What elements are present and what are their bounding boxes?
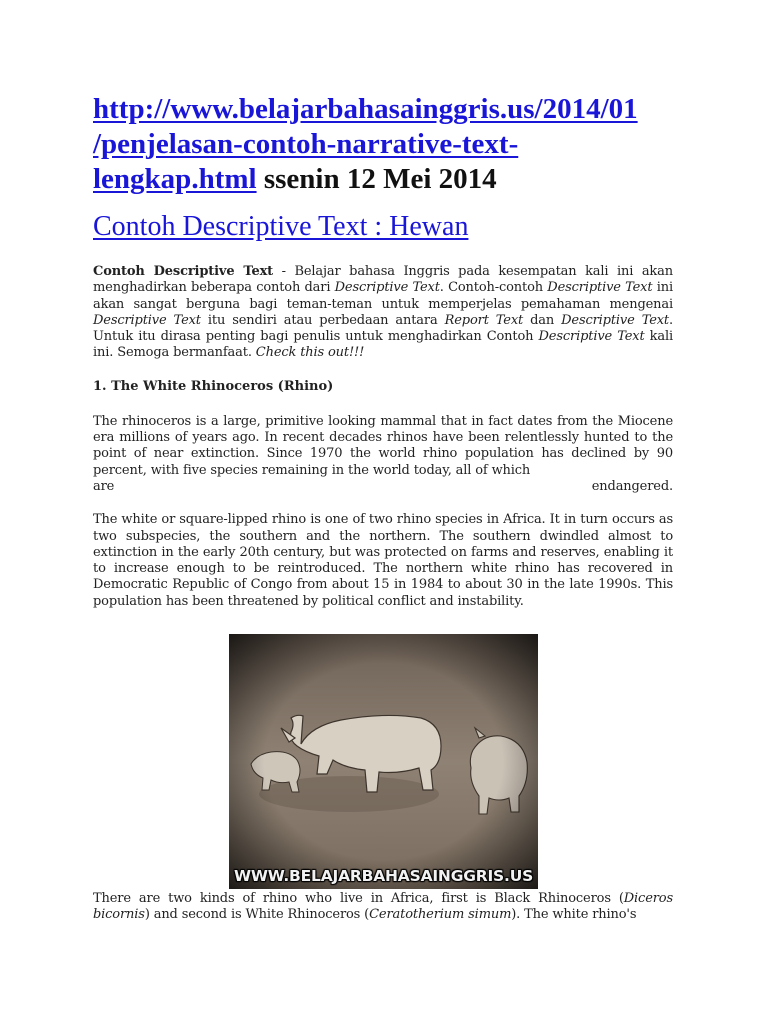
intro-text: kali ini. Semoga bermanfaat. xyxy=(93,329,673,361)
paragraph-word: endangered. xyxy=(591,478,673,494)
intro-paragraph xyxy=(93,264,673,362)
paragraph-word: are xyxy=(93,478,115,494)
intro-text: ini akan sangat berguna bagi teman-teman untuk memperjelas pemahaman mengenai xyxy=(93,280,673,312)
intro-text: dan xyxy=(523,312,562,328)
intro-bold-lead: Contoh Descriptive Text xyxy=(93,264,274,279)
intro-italic: Descriptive Text xyxy=(334,280,440,296)
rhino-photo xyxy=(229,634,538,889)
photo-vignette xyxy=(229,634,538,889)
paragraph-text: ) and second is White Rhinoceros ( xyxy=(144,907,370,923)
intro-italic: Descriptive Text xyxy=(538,329,645,345)
paragraph-white-rhino: The white or square-lipped rhino is one of two rhino species in Africa. It in turn occurs as two subspecies, the southern and the northern. The southern dwindled almost to extinction in the early 20th century, but was protected on farms and reserves, enabling it to increase enough to be reintroduced. The northern white rhino has recovered in Democratic Republic of Congo from about 15 in 1984 to about 30 in the late 1990s. This population has been threatened by political conflict and instability. xyxy=(93,512,673,609)
document-page xyxy=(93,92,673,610)
url-segment-2: /penjelasan-contoh-narrative-text- xyxy=(93,128,519,160)
url-segment-3: lengkap.html xyxy=(93,163,257,195)
species-name: Ceratotherium simum xyxy=(369,907,512,923)
intro-italic: Descriptive Text xyxy=(93,312,201,328)
intro-text: . Untuk itu dirasa penting bagi penulis untuk menghadirkan Contoh xyxy=(93,312,673,345)
paragraph-text: There are two kinds of rhino who live in Africa, first is Black Rhinoceros ( xyxy=(93,891,624,906)
intro-italic: Check this out!!! xyxy=(255,345,365,361)
intro-text: . Contoh-contoh xyxy=(439,280,548,296)
intro-italic: Descriptive Text xyxy=(547,280,653,296)
intro-text: - Belajar bahasa Inggris pada kesempatan kali ini akan menghadirkan beberapa contoh dari xyxy=(93,264,673,296)
rhino-photo-image xyxy=(229,634,538,889)
paragraph-last-line xyxy=(93,479,673,495)
section-heading: 1. The White Rhinoceros (Rhino) xyxy=(93,378,334,394)
paragraph-text: ). The white rhino's xyxy=(511,907,637,923)
photo-watermark: WWW.BELAJARBAHASAINGGRIS.US xyxy=(233,867,534,885)
paragraph-rhino-history xyxy=(93,414,673,495)
page-title xyxy=(93,211,673,243)
intro-italic: Descriptive Text xyxy=(561,312,670,328)
intro-italic: Report Text xyxy=(444,312,524,328)
continued-text xyxy=(93,891,673,924)
species-name: Diceros bicornis xyxy=(93,891,673,923)
intro-text: itu sendiri atau perbedaan antara xyxy=(200,312,445,328)
title-link[interactable]: Contoh Descriptive Text : Hewan xyxy=(93,211,469,242)
paragraph-text: The rhinoceros is a large, primitive looking mammal that in fact dates from the Miocene era millions of years ago. In recent decades rhinos have been relentlessly hunted to the point of near extinction. Since 1970 the world rhino population has declined by 90 percent, with five species remaining in the world today, all of which xyxy=(93,413,673,478)
url-segment-1: http://www.belajarbahasainggris.us/2014/01 xyxy=(93,93,638,125)
date-text: ssenin 12 Mei 2014 xyxy=(256,163,497,195)
paragraph-rhino-kinds xyxy=(93,891,673,924)
header-line xyxy=(93,92,673,197)
